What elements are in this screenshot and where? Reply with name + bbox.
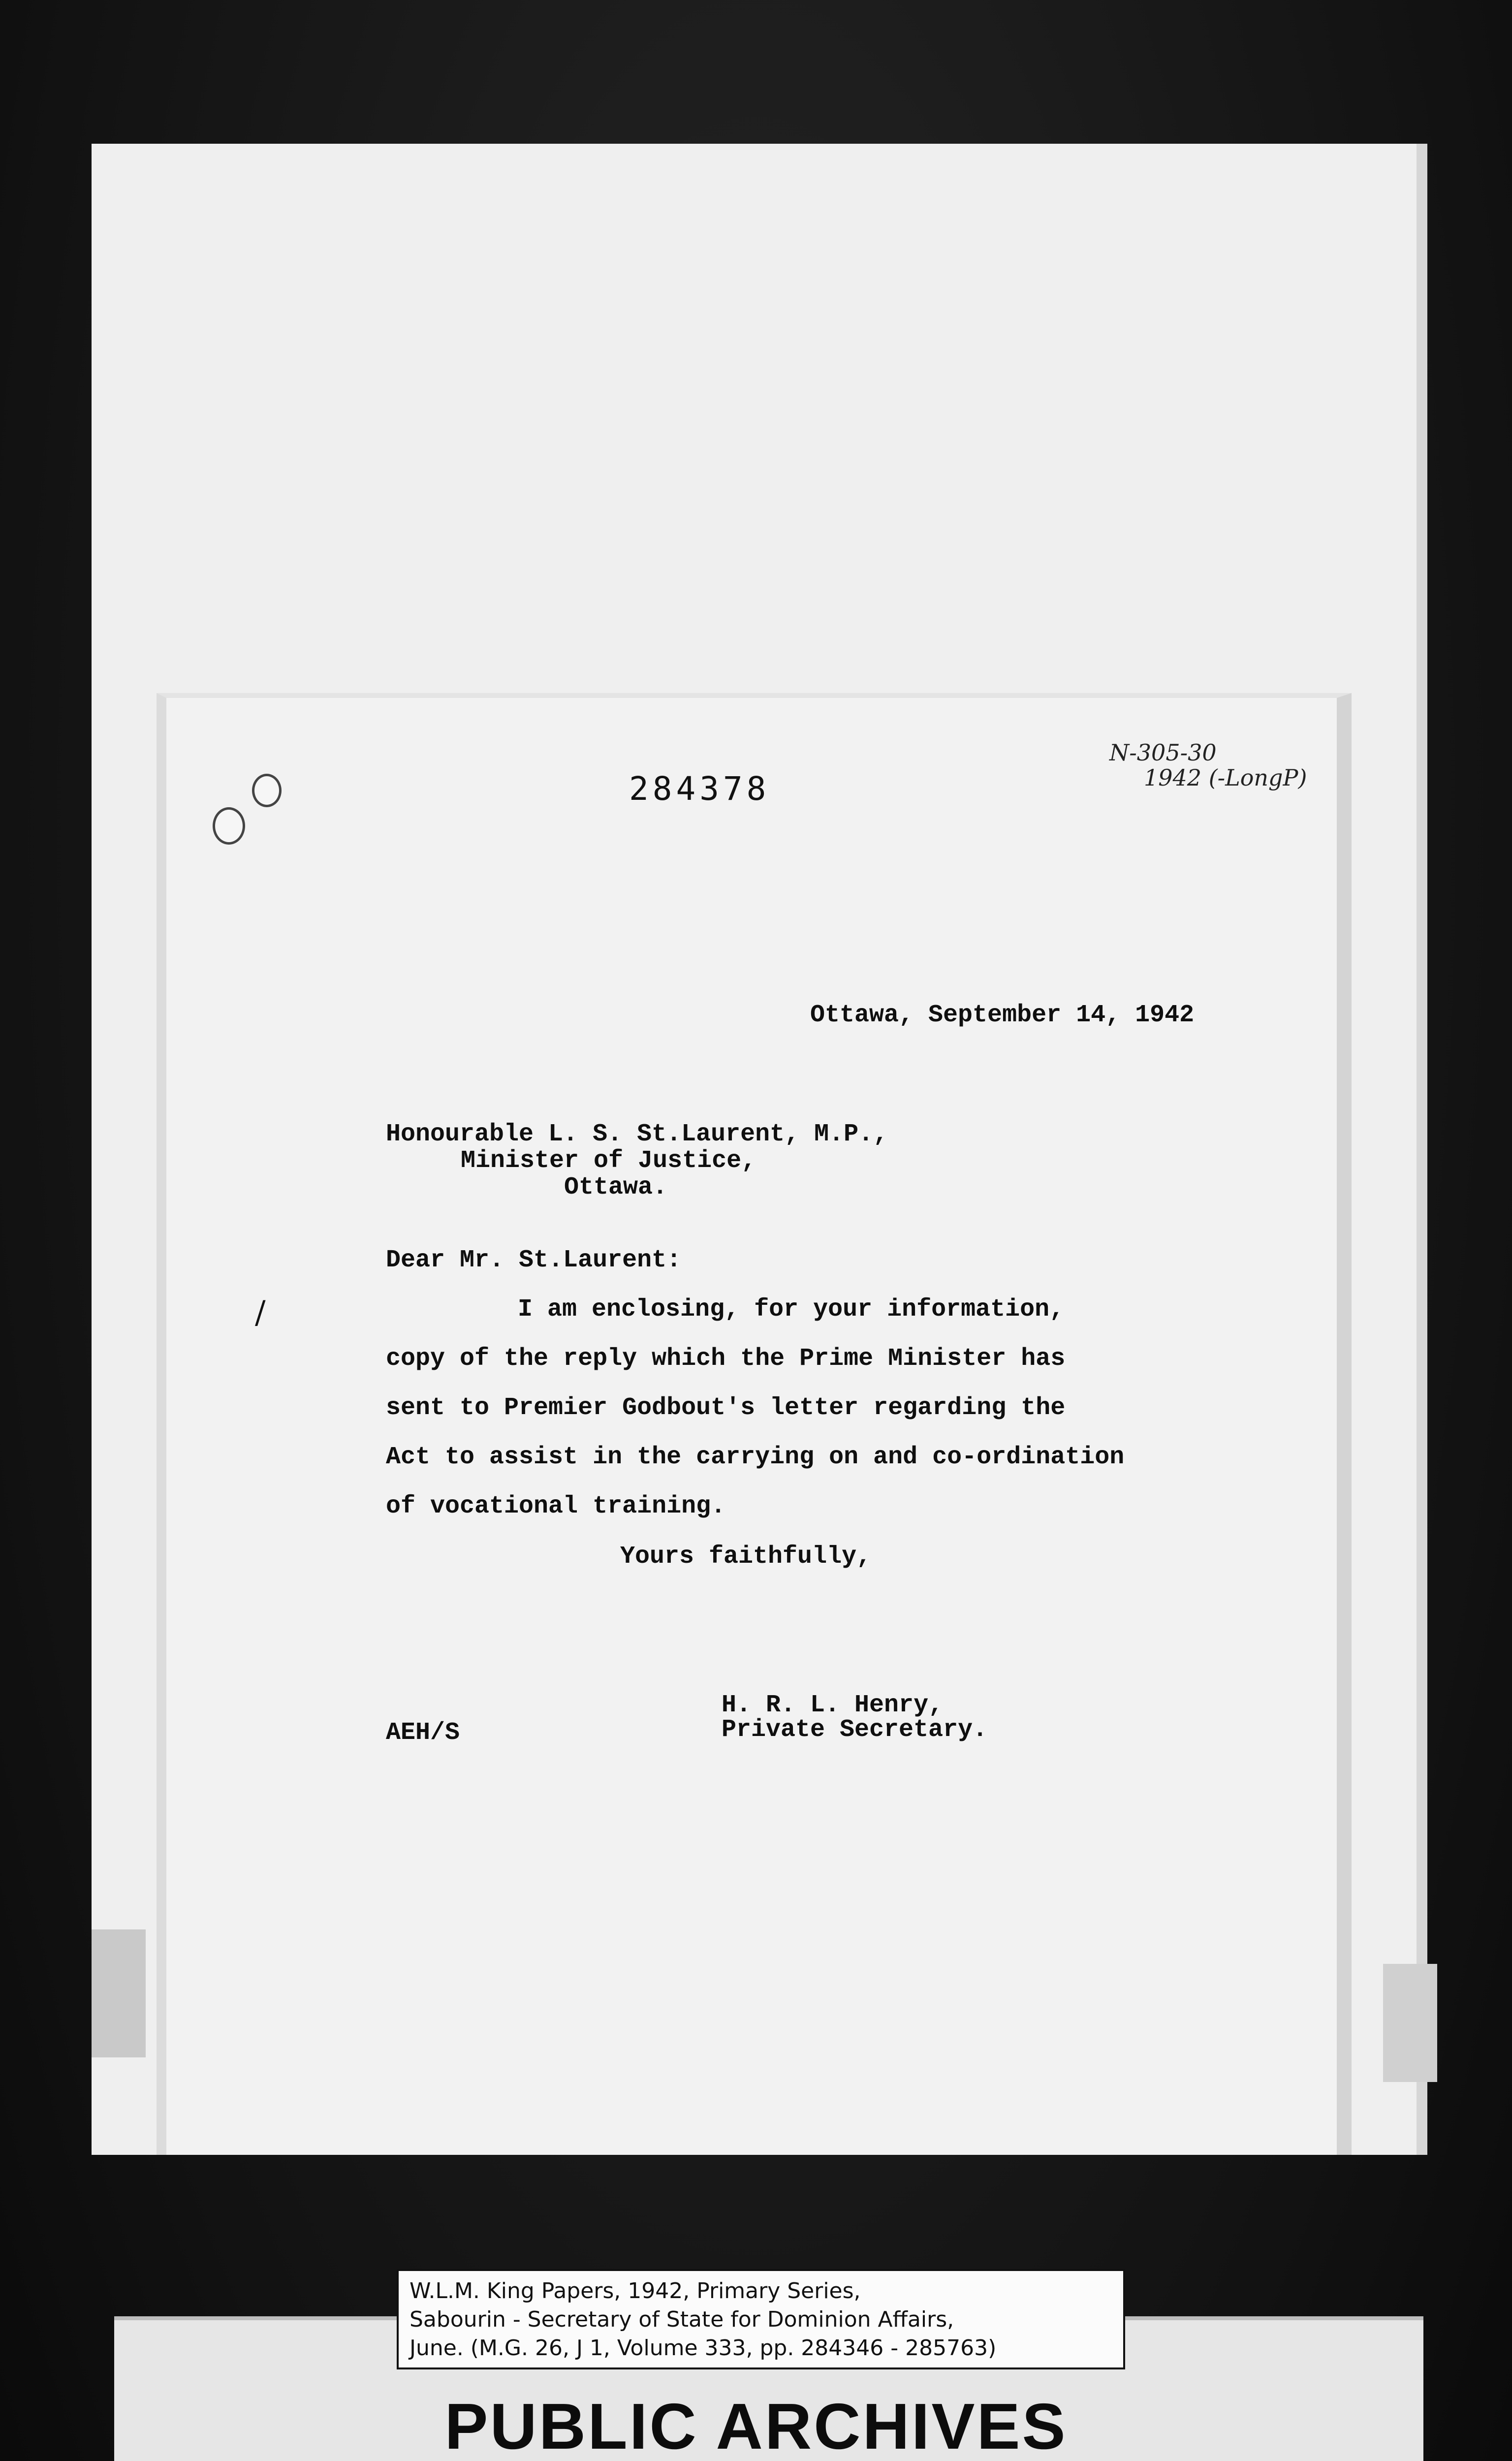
letter-page [157,693,1352,2155]
handwritten-note-line: N-305-30 [1109,739,1217,766]
body-line: sent to Premier Godbout's letter regarding the [386,1394,1066,1422]
signatory-name: H. R. L. Henry, [722,1691,944,1719]
citation-line: Sabourin - Secretary of State for Dominion Affairs, [410,2307,954,2332]
closing: Yours faithfully, [620,1543,872,1571]
recipient-line: Honourable L. S. St.Laurent, M.P., [386,1120,888,1148]
citation-line: June. (M.G. 26, J 1, Volume 333, pp. 284346 - 285763) [410,2335,997,2361]
paper-tear [1383,1964,1437,2082]
typist-initials: AEH/S [386,1719,460,1747]
archive-number: 284378 [629,770,770,808]
citation-label [397,2269,1125,2369]
citation-line: W.L.M. King Papers, 1942, Primary Series, [410,2278,861,2303]
handwritten-note-line: 1942 (-LongP) [1144,764,1307,791]
punch-hole [213,807,245,845]
salutation: Dear Mr. St.Laurent: [386,1246,682,1274]
recipient-line: Minister of Justice, [461,1147,756,1175]
archives-english: PUBLIC ARCHIVES [444,2390,1068,2461]
signatory-title: Private Secretary. [722,1716,988,1744]
recipient-line: Ottawa. [564,1173,668,1201]
margin-mark: / [255,1294,266,1331]
punch-hole [252,774,282,807]
body-line: Act to assist in the carrying on and co-ordination [386,1443,1125,1471]
paper-tear [92,1929,146,2057]
body-line: I am enclosing, for your information, [518,1295,1065,1324]
body-line: copy of the reply which the Prime Minister has [386,1345,1066,1373]
letter-date: Ottawa, September 14, 1942 [810,1001,1195,1029]
body-line: of vocational training. [386,1492,726,1520]
handwritten-note [1109,740,1307,790]
